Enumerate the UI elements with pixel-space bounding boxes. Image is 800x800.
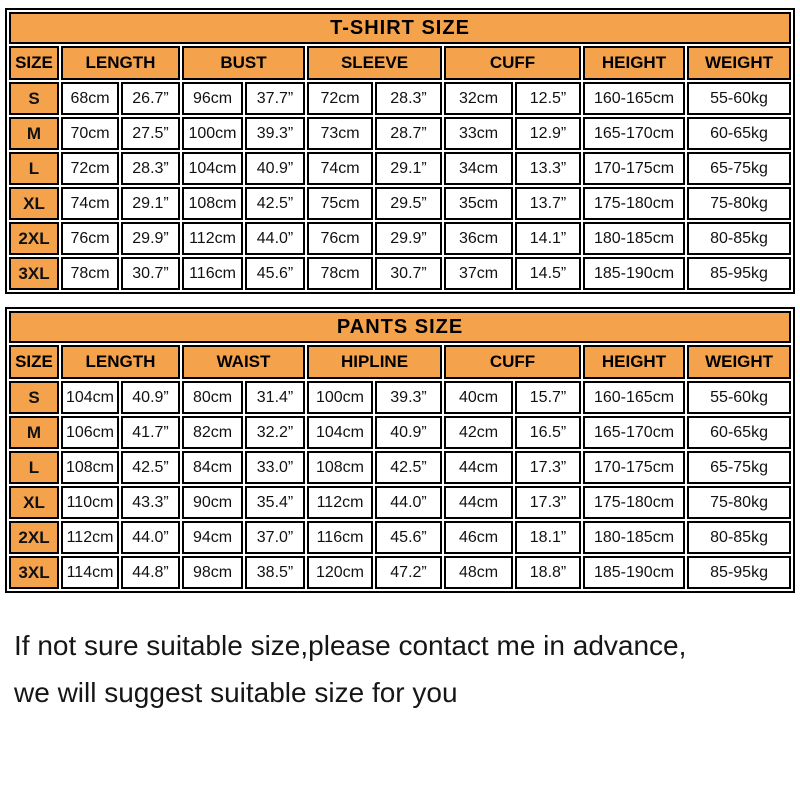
- measurement-cell: 112cm: [182, 222, 243, 255]
- table-row: [9, 117, 791, 150]
- measurement-cell: 12.5”: [515, 82, 581, 115]
- measurement-cell: 44.0”: [121, 521, 180, 554]
- column-header-cuff: CUFF: [444, 46, 581, 80]
- measurement-cell: 72cm: [307, 82, 373, 115]
- measurement-cell: 18.1”: [515, 521, 581, 554]
- measurement-cell: 18.8”: [515, 556, 581, 589]
- measurement-cell: 75cm: [307, 187, 373, 220]
- size-label-cell: S: [9, 381, 59, 414]
- measurement-cell: 96cm: [182, 82, 243, 115]
- measurement-cell: 17.3”: [515, 486, 581, 519]
- measurement-cell: 40cm: [444, 381, 513, 414]
- table-row: [9, 556, 791, 589]
- measurement-cell: 108cm: [61, 451, 119, 484]
- measurement-cell: 40.9”: [121, 381, 180, 414]
- tshirt-table-title: T-SHIRT SIZE: [9, 12, 791, 44]
- measurement-cell: 80cm: [182, 381, 243, 414]
- column-header-length: LENGTH: [61, 345, 180, 379]
- measurement-cell: 75-80kg: [687, 486, 791, 519]
- measurement-cell: 175-180cm: [583, 486, 685, 519]
- measurement-cell: 120cm: [307, 556, 373, 589]
- measurement-cell: 33cm: [444, 117, 513, 150]
- measurement-cell: 12.9”: [515, 117, 581, 150]
- sizing-note-line-2: we will suggest suitable size for you: [14, 677, 458, 708]
- measurement-cell: 45.6”: [375, 521, 442, 554]
- table-row: [9, 187, 791, 220]
- measurement-cell: 27.5”: [121, 117, 180, 150]
- measurement-cell: 37.7”: [245, 82, 305, 115]
- measurement-cell: 165-170cm: [583, 117, 685, 150]
- measurement-cell: 41.7”: [121, 416, 180, 449]
- measurement-cell: 34cm: [444, 152, 513, 185]
- measurement-cell: 55-60kg: [687, 381, 791, 414]
- measurement-cell: 48cm: [444, 556, 513, 589]
- measurement-cell: 114cm: [61, 556, 119, 589]
- measurement-cell: 76cm: [61, 222, 119, 255]
- measurement-cell: 36cm: [444, 222, 513, 255]
- pants-table-title: PANTS SIZE: [9, 311, 791, 343]
- measurement-cell: 14.5”: [515, 257, 581, 290]
- measurement-cell: 112cm: [61, 521, 119, 554]
- measurement-cell: 80-85kg: [687, 521, 791, 554]
- size-label-cell: 3XL: [9, 556, 59, 589]
- measurement-cell: 30.7”: [375, 257, 442, 290]
- size-label-cell: M: [9, 416, 59, 449]
- measurement-cell: 29.5”: [375, 187, 442, 220]
- measurement-cell: 85-95kg: [687, 556, 791, 589]
- measurement-cell: 45.6”: [245, 257, 305, 290]
- measurement-cell: 29.1”: [375, 152, 442, 185]
- measurement-cell: 47.2”: [375, 556, 442, 589]
- table-row: [9, 222, 791, 255]
- measurement-cell: 74cm: [61, 187, 119, 220]
- measurement-cell: 100cm: [307, 381, 373, 414]
- column-header-weight: WEIGHT: [687, 46, 791, 80]
- sizing-note-line-1: If not sure suitable size,please contact me in advance,: [14, 630, 687, 661]
- column-header-size: SIZE: [9, 345, 59, 379]
- measurement-cell: 185-190cm: [583, 556, 685, 589]
- measurement-cell: 28.7”: [375, 117, 442, 150]
- column-header-weight: WEIGHT: [687, 345, 791, 379]
- measurement-cell: 185-190cm: [583, 257, 685, 290]
- measurement-cell: 180-185cm: [583, 222, 685, 255]
- measurement-cell: 108cm: [182, 187, 243, 220]
- measurement-cell: 108cm: [307, 451, 373, 484]
- measurement-cell: 116cm: [182, 257, 243, 290]
- measurement-cell: 75-80kg: [687, 187, 791, 220]
- measurement-cell: 82cm: [182, 416, 243, 449]
- measurement-cell: 65-75kg: [687, 451, 791, 484]
- measurement-cell: 42.5”: [245, 187, 305, 220]
- measurement-cell: 165-170cm: [583, 416, 685, 449]
- measurement-cell: 29.1”: [121, 187, 180, 220]
- measurement-cell: 110cm: [61, 486, 119, 519]
- measurement-cell: 44cm: [444, 486, 513, 519]
- size-label-cell: 2XL: [9, 521, 59, 554]
- title-row: [9, 311, 791, 343]
- size-label-cell: S: [9, 82, 59, 115]
- measurement-cell: 40.9”: [375, 416, 442, 449]
- measurement-cell: 28.3”: [375, 82, 442, 115]
- measurement-cell: 180-185cm: [583, 521, 685, 554]
- measurement-cell: 44.0”: [245, 222, 305, 255]
- measurement-cell: 70cm: [61, 117, 119, 150]
- column-header-length: LENGTH: [61, 46, 180, 80]
- column-header-cuff: CUFF: [444, 345, 581, 379]
- measurement-cell: 42cm: [444, 416, 513, 449]
- column-header-waist: WAIST: [182, 345, 305, 379]
- column-header-row: [9, 345, 791, 379]
- measurement-cell: 160-165cm: [583, 82, 685, 115]
- measurement-cell: 104cm: [182, 152, 243, 185]
- measurement-cell: 160-165cm: [583, 381, 685, 414]
- measurement-cell: 30.7”: [121, 257, 180, 290]
- measurement-cell: 37cm: [444, 257, 513, 290]
- table-row: [9, 257, 791, 290]
- size-label-cell: XL: [9, 187, 59, 220]
- measurement-cell: 28.3”: [121, 152, 180, 185]
- measurement-cell: 17.3”: [515, 451, 581, 484]
- measurement-cell: 42.5”: [121, 451, 180, 484]
- column-header-hipline: HIPLINE: [307, 345, 442, 379]
- measurement-cell: 72cm: [61, 152, 119, 185]
- measurement-cell: 35cm: [444, 187, 513, 220]
- measurement-cell: 104cm: [307, 416, 373, 449]
- measurement-cell: 43.3”: [121, 486, 180, 519]
- size-label-cell: 2XL: [9, 222, 59, 255]
- tshirt-size-table: [5, 8, 795, 294]
- measurement-cell: 74cm: [307, 152, 373, 185]
- size-label-cell: M: [9, 117, 59, 150]
- measurement-cell: 175-180cm: [583, 187, 685, 220]
- column-header-size: SIZE: [9, 46, 59, 80]
- measurement-cell: 78cm: [61, 257, 119, 290]
- column-header-height: HEIGHT: [583, 46, 685, 80]
- measurement-cell: 65-75kg: [687, 152, 791, 185]
- table-row: [9, 82, 791, 115]
- measurement-cell: 39.3”: [245, 117, 305, 150]
- measurement-cell: 44cm: [444, 451, 513, 484]
- measurement-cell: 35.4”: [245, 486, 305, 519]
- measurement-cell: 76cm: [307, 222, 373, 255]
- title-row: [9, 12, 791, 44]
- measurement-cell: 42.5”: [375, 451, 442, 484]
- measurement-cell: 170-175cm: [583, 152, 685, 185]
- table-row: [9, 486, 791, 519]
- table-row: [9, 152, 791, 185]
- measurement-cell: 32.2”: [245, 416, 305, 449]
- measurement-cell: 100cm: [182, 117, 243, 150]
- measurement-cell: 38.5”: [245, 556, 305, 589]
- size-label-cell: 3XL: [9, 257, 59, 290]
- measurement-cell: 32cm: [444, 82, 513, 115]
- measurement-cell: 84cm: [182, 451, 243, 484]
- measurement-cell: 94cm: [182, 521, 243, 554]
- measurement-cell: 46cm: [444, 521, 513, 554]
- measurement-cell: 68cm: [61, 82, 119, 115]
- column-header-sleeve: SLEEVE: [307, 46, 442, 80]
- measurement-cell: 60-65kg: [687, 117, 791, 150]
- measurement-cell: 13.3”: [515, 152, 581, 185]
- measurement-cell: 55-60kg: [687, 82, 791, 115]
- measurement-cell: 29.9”: [121, 222, 180, 255]
- sizing-note: [14, 631, 800, 708]
- tshirt-table-body: [9, 82, 791, 290]
- measurement-cell: 116cm: [307, 521, 373, 554]
- measurement-cell: 14.1”: [515, 222, 581, 255]
- table-row: [9, 521, 791, 554]
- pants-size-table: [5, 307, 795, 593]
- table-row: [9, 381, 791, 414]
- measurement-cell: 106cm: [61, 416, 119, 449]
- table-row: [9, 416, 791, 449]
- column-header-height: HEIGHT: [583, 345, 685, 379]
- measurement-cell: 31.4”: [245, 381, 305, 414]
- measurement-cell: 60-65kg: [687, 416, 791, 449]
- size-label-cell: XL: [9, 486, 59, 519]
- measurement-cell: 29.9”: [375, 222, 442, 255]
- column-header-row: [9, 46, 791, 80]
- measurement-cell: 85-95kg: [687, 257, 791, 290]
- pants-table-body: [9, 381, 791, 589]
- measurement-cell: 78cm: [307, 257, 373, 290]
- column-header-bust: BUST: [182, 46, 305, 80]
- measurement-cell: 33.0”: [245, 451, 305, 484]
- measurement-cell: 80-85kg: [687, 222, 791, 255]
- size-label-cell: L: [9, 451, 59, 484]
- measurement-cell: 104cm: [61, 381, 119, 414]
- measurement-cell: 98cm: [182, 556, 243, 589]
- measurement-cell: 44.8”: [121, 556, 180, 589]
- table-row: [9, 451, 791, 484]
- measurement-cell: 16.5”: [515, 416, 581, 449]
- measurement-cell: 170-175cm: [583, 451, 685, 484]
- measurement-cell: 15.7”: [515, 381, 581, 414]
- measurement-cell: 90cm: [182, 486, 243, 519]
- measurement-cell: 40.9”: [245, 152, 305, 185]
- measurement-cell: 37.0”: [245, 521, 305, 554]
- size-label-cell: L: [9, 152, 59, 185]
- measurement-cell: 39.3”: [375, 381, 442, 414]
- measurement-cell: 73cm: [307, 117, 373, 150]
- measurement-cell: 26.7”: [121, 82, 180, 115]
- measurement-cell: 44.0”: [375, 486, 442, 519]
- measurement-cell: 13.7”: [515, 187, 581, 220]
- measurement-cell: 112cm: [307, 486, 373, 519]
